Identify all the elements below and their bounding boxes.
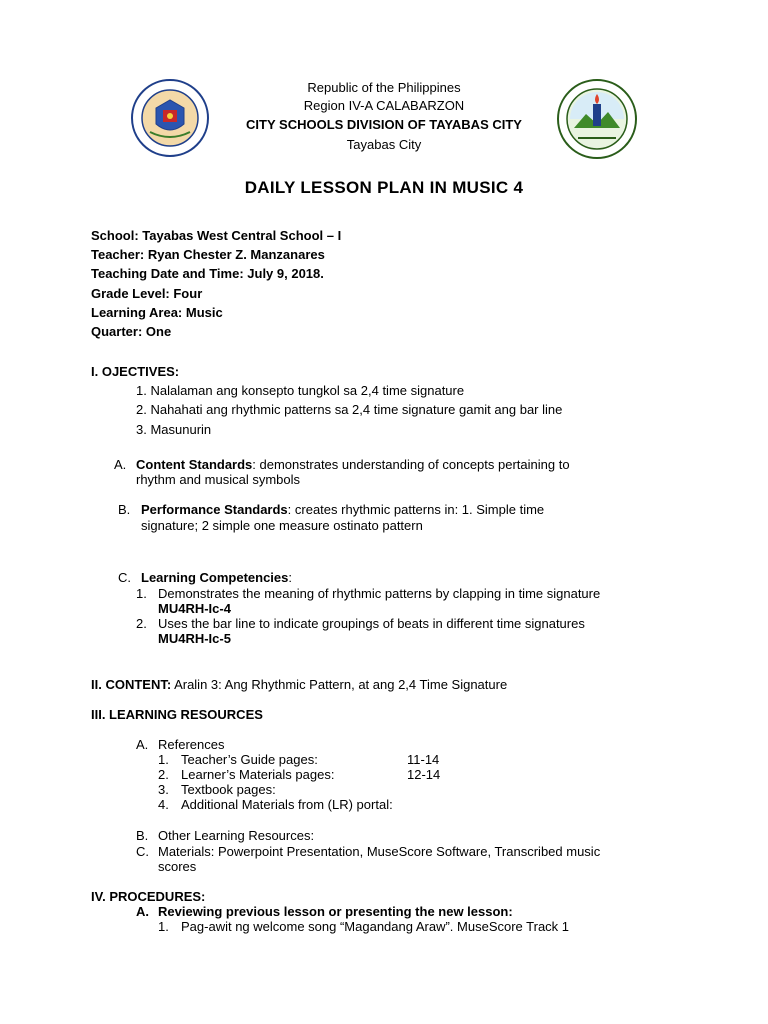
- info-date-time: Teaching Date and Time: July 9, 2018.: [91, 266, 324, 281]
- objective-item: 2. Nahahati ang rhythmic patterns sa 2,4 time signature gamit ang bar line: [136, 402, 563, 417]
- performance-standards-label: Performance Standards: [141, 502, 288, 517]
- reference-num: 1.: [158, 752, 169, 767]
- references-marker: A.: [136, 737, 149, 752]
- content-text: Aralin 3: Ang Rhythmic Pattern, at ang 2,4 Time Signature: [171, 677, 508, 692]
- reference-value: 11-14: [407, 752, 440, 767]
- procedure-item-num: 1.: [158, 919, 169, 934]
- learning-competencies: [141, 570, 292, 585]
- competency-num: 1.: [136, 586, 147, 601]
- content-standards-text: : demonstrates understanding of concepts pertaining to: [252, 457, 570, 472]
- learning-competencies-label: Learning Competencies: [141, 570, 289, 585]
- reference-label: Additional Materials from (LR) portal:: [181, 797, 393, 812]
- content-section: [91, 677, 507, 692]
- info-teacher: Teacher: Ryan Chester Z. Manzanares: [91, 247, 325, 262]
- content-label: II. CONTENT:: [91, 677, 172, 692]
- competency-code: MU4RH-Ic-4: [158, 601, 231, 616]
- reference-label: Textbook pages:: [181, 782, 276, 797]
- info-grade-level: Grade Level: Four: [91, 286, 203, 301]
- procedures-heading: IV. PROCEDURES:: [91, 889, 206, 904]
- page-title: DAILY LESSON PLAN IN MUSIC 4: [244, 178, 524, 197]
- reference-num: 2.: [158, 767, 169, 782]
- procedure-a-marker: A.: [136, 904, 149, 919]
- header-republic: Republic of the Philippines: [307, 80, 461, 95]
- performance-standards-marker: B.: [118, 502, 131, 517]
- procedure-item-text: Pag-awit ng welcome song “Magandang Araw”. MuseScore Track 1: [181, 919, 570, 934]
- learning-competencies-colon: :: [288, 570, 292, 585]
- header-division: CITY SCHOOLS DIVISION OF TAYABAS CITY: [246, 117, 522, 132]
- reference-value: 12-14: [407, 767, 441, 782]
- other-resources-label: Other Learning Resources:: [158, 828, 315, 843]
- competency-code: MU4RH-Ic-5: [158, 631, 231, 646]
- performance-standards-text: : creates rhythmic patterns in: 1. Simple time: [287, 502, 545, 517]
- content-standards-line2: rhythm and musical symbols: [136, 472, 300, 487]
- objectives-heading: I. OJECTIVES:: [91, 364, 180, 379]
- info-school: School: Tayabas West Central School – I: [91, 228, 342, 243]
- competency-text: Demonstrates the meaning of rhythmic patterns by clapping in time signature: [158, 586, 601, 601]
- materials-marker: C.: [136, 844, 149, 859]
- competency-num: 2.: [136, 616, 147, 631]
- info-learning-area: Learning Area: Music: [91, 305, 223, 320]
- reference-label: Teacher’s Guide pages:: [181, 752, 318, 767]
- content-standards-label: Content Standards: [136, 457, 253, 472]
- objective-item: 3. Masunurin: [136, 422, 212, 437]
- learning-competencies-marker: C.: [118, 570, 131, 585]
- materials-label: Materials: Powerpoint Presentation, MuseScore Software, Transcribed music: [158, 844, 601, 859]
- reference-num: 4.: [158, 797, 169, 812]
- procedure-a-label: Reviewing previous lesson or presenting the new lesson:: [158, 904, 513, 919]
- performance-standards-line2: signature; 2 simple one measure ostinato pattern: [141, 518, 423, 533]
- objective-item: 1. Nalalaman ang konsepto tungkol sa 2,4 time signature: [136, 383, 465, 398]
- header-city: Tayabas City: [346, 137, 422, 152]
- reference-num: 3.: [158, 782, 169, 797]
- reference-label: Learner’s Materials pages:: [181, 767, 335, 782]
- learning-resources-heading: III. LEARNING RESOURCES: [91, 707, 263, 722]
- references-label: References: [158, 737, 225, 752]
- materials-line2: scores: [158, 859, 197, 874]
- other-resources-marker: B.: [136, 828, 149, 843]
- header-region: Region IV-A CALABARZON: [303, 98, 465, 113]
- competency-text: Uses the bar line to indicate groupings of beats in different time signatures: [158, 616, 585, 631]
- content-standards: [136, 457, 570, 472]
- info-quarter: Quarter: One: [91, 324, 172, 339]
- performance-standards: [141, 502, 544, 517]
- content-standards-marker: A.: [114, 457, 127, 472]
